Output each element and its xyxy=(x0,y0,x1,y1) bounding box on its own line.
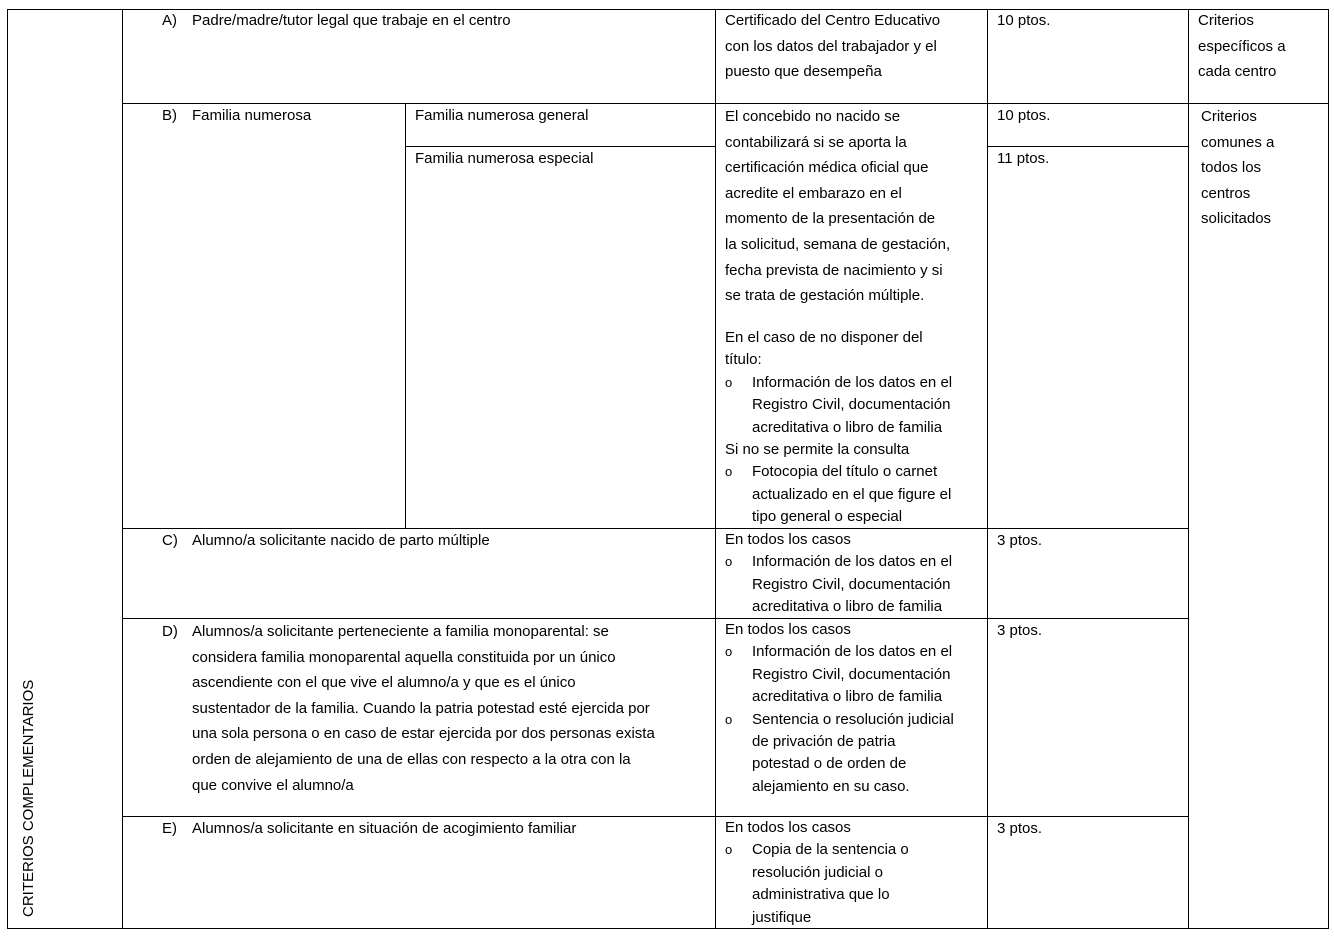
bullet-item xyxy=(725,372,952,439)
column-divider xyxy=(1188,9,1189,929)
points-c: 3 ptos. xyxy=(997,532,1043,549)
documentation-c xyxy=(725,529,952,619)
table-border-right xyxy=(1328,9,1329,929)
criterion-letter: A) xyxy=(162,12,177,29)
bullet-item xyxy=(725,709,954,799)
doc-line: En todos los casos xyxy=(725,531,851,548)
documentation-b-paragraph xyxy=(725,104,950,309)
bullet-line: Información de los datos en el xyxy=(752,643,953,661)
criterion-text: Alumno/a solicitante nacido de parto múltiple xyxy=(192,532,490,549)
bullet-line: acreditativa o libro de familia xyxy=(752,418,943,436)
bullet-icon: o xyxy=(725,711,733,727)
doc-line: El concebido no nacido se xyxy=(725,108,901,125)
points-d: 3 ptos. xyxy=(997,622,1043,639)
bullet-icon: o xyxy=(725,842,733,858)
sub-criterion-general: Familia numerosa general xyxy=(415,107,589,124)
criterion-text: Familia numerosa xyxy=(192,107,312,124)
column-divider xyxy=(122,9,123,929)
criterion-line: sustentador de la familia. Cuando la patria potestad esté ejercida por xyxy=(192,699,650,717)
bullet-line: actualizado en el que figure el xyxy=(752,485,952,503)
doc-line: la solicitud, semana de gestación, xyxy=(725,235,951,253)
bullet-line: Fotocopia del título o carnet xyxy=(752,463,938,481)
criterion-line: una sola persona o en caso de estar ejercida por dos personas exista xyxy=(192,725,655,743)
bullet-line: justifique xyxy=(752,908,812,926)
bullet-line: administrativa que lo xyxy=(752,886,890,904)
criterion-line: ascendiente con el que vive el alumno/a y que es el único xyxy=(192,674,576,692)
section-label: CRITERIOS COMPLEMENTARIOS xyxy=(20,679,37,917)
bullet-line: resolución judicial o xyxy=(752,863,883,881)
bullet-icon: o xyxy=(725,644,733,660)
scope-common xyxy=(1201,104,1274,232)
criterion-letter: D) xyxy=(162,623,178,640)
table-border-bottom xyxy=(7,928,1329,929)
points-b-especial: 11 ptos. xyxy=(997,150,1050,167)
bullet-line: potestad o de orden de xyxy=(752,755,907,773)
bullet-icon: o xyxy=(725,554,733,570)
criterion-line: considera familia monoparental aquella constituida por un único xyxy=(192,648,616,666)
criterion-line: que convive el alumno/a xyxy=(192,776,354,794)
criterion-text xyxy=(192,619,655,798)
criterion-line: Alumnos/a solicitante perteneciente a familia monoparental: se xyxy=(192,623,609,640)
bullet-line: acreditativa o libro de familia xyxy=(752,598,943,616)
criterion-letter: B) xyxy=(162,107,177,124)
criterion-letter: E) xyxy=(162,820,177,837)
criterion-letter: C) xyxy=(162,532,178,549)
sub-criterion-especial: Familia numerosa especial xyxy=(415,150,594,167)
bullet-line: Sentencia o resolución judicial xyxy=(752,710,954,728)
doc-line: En todos los casos xyxy=(725,621,851,638)
scope-specific xyxy=(1198,8,1286,85)
bullet-icon: o xyxy=(725,464,733,480)
scope-line: solicitados xyxy=(1201,210,1272,228)
doc-line: fecha prevista de nacimiento y si xyxy=(725,261,943,279)
doc-line: se trata de gestación múltiple. xyxy=(725,287,925,305)
bullet-line: Copia de la sentencia o xyxy=(752,841,909,859)
bullet-line: Información de los datos en el xyxy=(752,373,953,391)
doc-line: En todos los casos xyxy=(725,819,851,836)
scope-line: Criterios xyxy=(1201,108,1257,125)
scope-line: específicos a xyxy=(1198,37,1286,55)
points-a: 10 ptos. xyxy=(997,12,1051,29)
scope-line: Criterios xyxy=(1198,12,1254,29)
scope-line: comunes a xyxy=(1201,133,1275,151)
criterion-line: orden de alejamiento de una de ellas con respecto a la otra con la xyxy=(192,750,631,768)
documentation-e xyxy=(725,817,909,929)
bullet-line: de privación de patria xyxy=(752,733,896,751)
points-b-general: 10 ptos. xyxy=(997,107,1051,124)
doc-line: Si no se permite la consulta xyxy=(725,441,910,459)
bullet-line: Registro Civil, documentación xyxy=(752,665,951,683)
bullet-line: Información de los datos en el xyxy=(752,553,953,571)
column-divider xyxy=(405,103,406,528)
doc-line: certificación médica oficial que xyxy=(725,159,929,177)
documentation-b-alternatives xyxy=(725,327,952,529)
bullet-item xyxy=(725,641,954,708)
bullet-line: alejamiento en su caso. xyxy=(752,777,910,795)
column-divider xyxy=(715,9,716,929)
scope-line: todos los xyxy=(1201,159,1262,177)
bullet-line: acreditativa o libro de familia xyxy=(752,688,943,706)
table-border-left xyxy=(7,9,8,929)
column-divider xyxy=(987,9,988,929)
bullet-item xyxy=(725,551,952,618)
doc-line: acredite el embarazo en el xyxy=(725,184,902,202)
criterion-text: Alumnos/a solicitante en situación de acogimiento familiar xyxy=(192,820,577,837)
criterion-text: Padre/madre/tutor legal que trabaje en el centro xyxy=(192,12,511,29)
scope-line: centros xyxy=(1201,184,1251,202)
doc-line: momento de la presentación de xyxy=(725,210,936,228)
bullet-line: Registro Civil, documentación xyxy=(752,396,951,414)
bullet-item xyxy=(725,839,909,929)
documentation-a xyxy=(725,8,940,85)
doc-line: contabilizará si se aporta la xyxy=(725,133,907,151)
doc-line: puesto que desempeña xyxy=(725,63,882,81)
bullet-icon: o xyxy=(725,374,733,390)
documentation-d xyxy=(725,619,954,798)
bullet-line: Registro Civil, documentación xyxy=(752,575,951,593)
bullet-line: tipo general o especial xyxy=(752,508,903,526)
points-e: 3 ptos. xyxy=(997,820,1043,837)
doc-line: En el caso de no disponer del xyxy=(725,329,923,346)
doc-line: título: xyxy=(725,351,762,369)
doc-line: Certificado del Centro Educativo xyxy=(725,12,941,29)
scope-line: cada centro xyxy=(1198,63,1277,81)
bullet-item xyxy=(725,461,952,528)
doc-line: con los datos del trabajador y el xyxy=(725,37,937,55)
